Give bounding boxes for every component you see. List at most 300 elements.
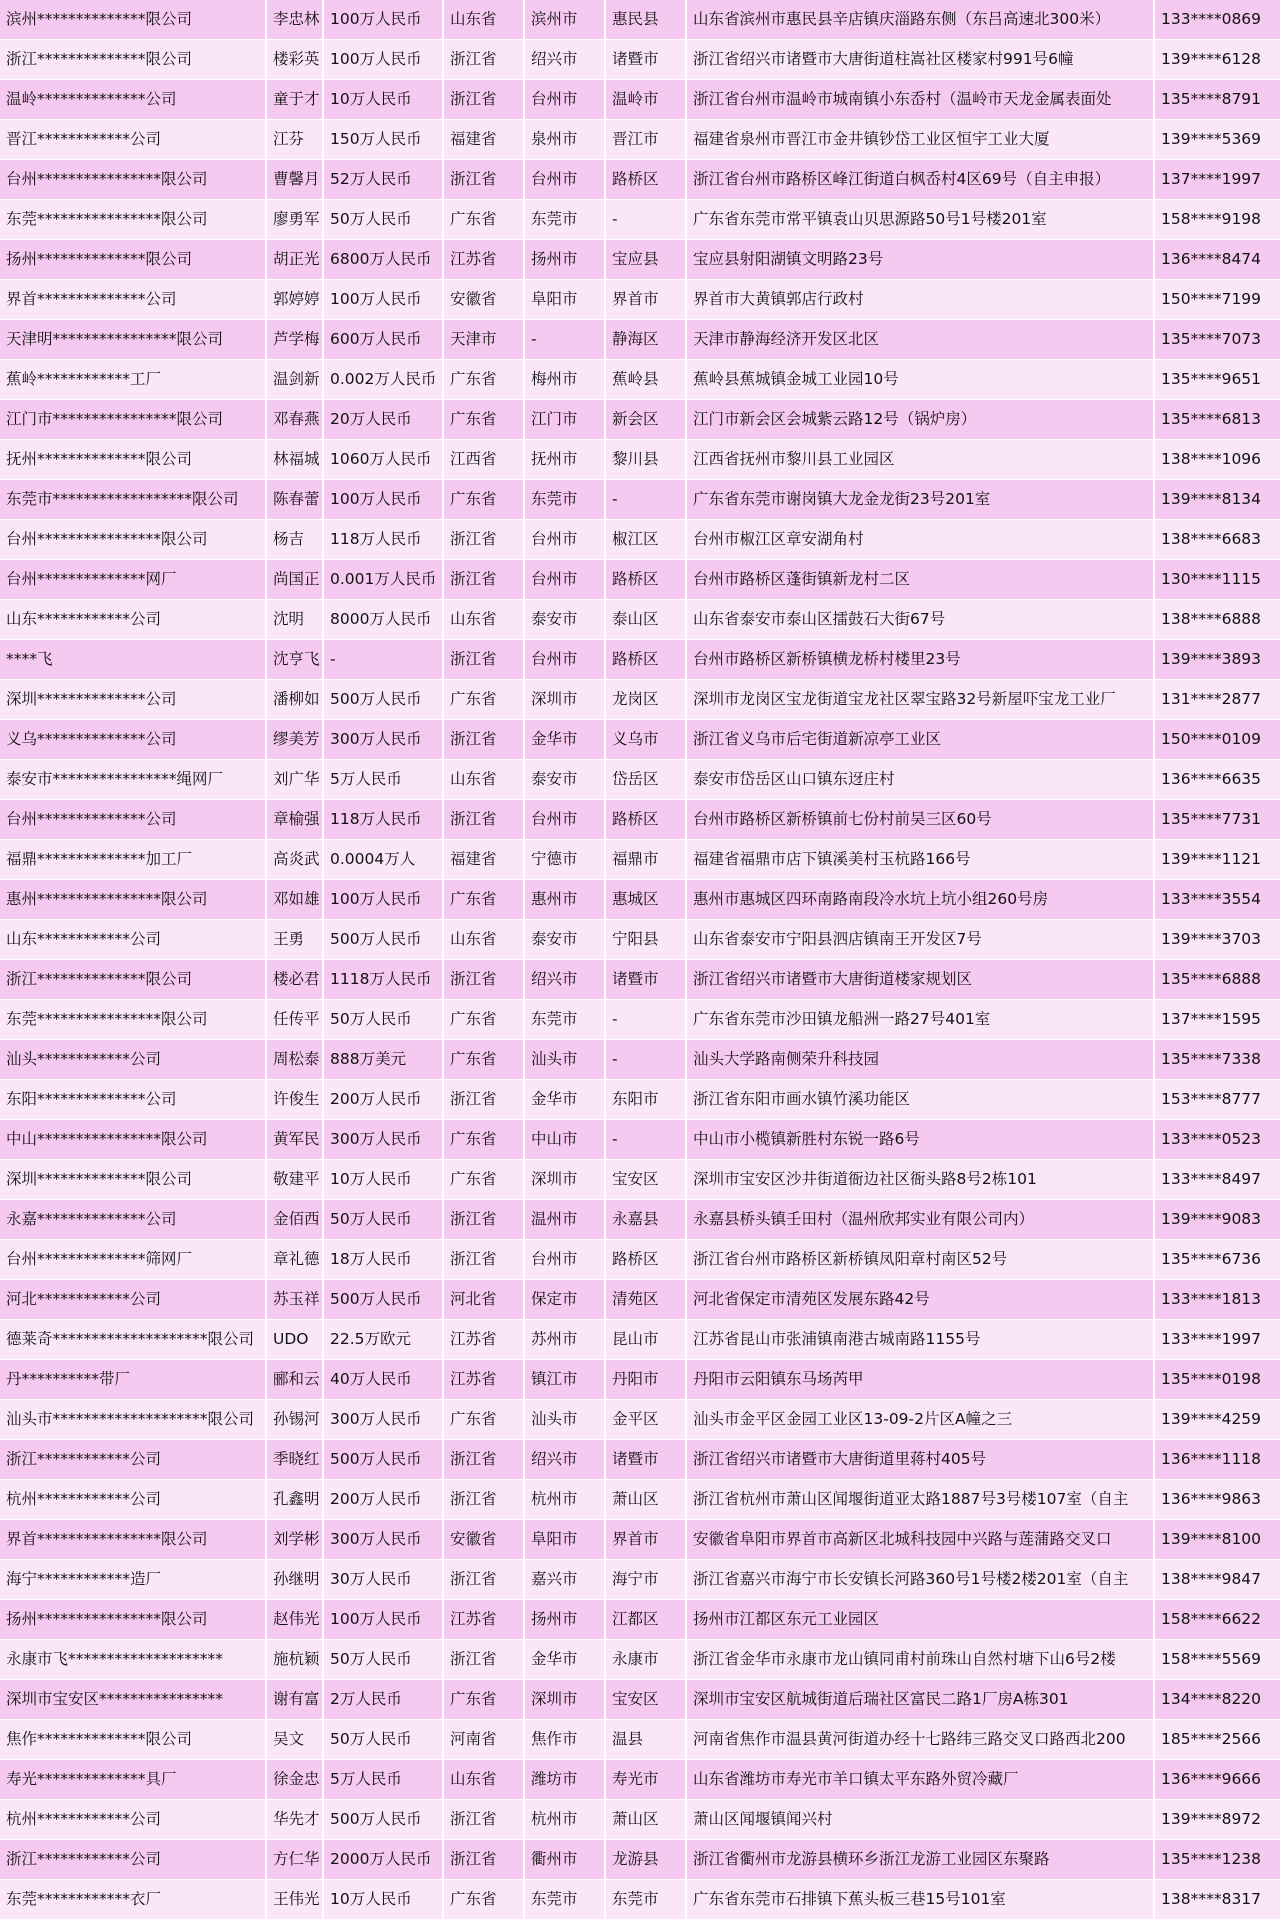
table-row: [0, 1120, 1280, 1160]
contact-name-cell: 江芬: [266, 120, 323, 160]
company-name-cell: 深圳市宝安区****************: [0, 1680, 266, 1720]
city-cell: 镇江市: [524, 1360, 605, 1400]
table-row: [0, 240, 1280, 280]
district-cell: 路桥区: [605, 800, 686, 840]
city-cell: 温州市: [524, 1200, 605, 1240]
district-cell: -: [605, 480, 686, 520]
city-cell: 深圳市: [524, 1160, 605, 1200]
city-cell: 嘉兴市: [524, 1560, 605, 1600]
registered-capital-cell: 500万人民币: [323, 680, 443, 720]
table-row: [0, 800, 1280, 840]
province-cell: 天津市: [443, 320, 524, 360]
phone-cell: 135****0198: [1154, 1360, 1280, 1400]
table-row: [0, 520, 1280, 560]
registered-capital-cell: 100万人民币: [323, 1600, 443, 1640]
province-cell: 浙江省: [443, 520, 524, 560]
district-cell: 昆山市: [605, 1320, 686, 1360]
company-name-cell: 丹**********带厂: [0, 1360, 266, 1400]
province-cell: 江苏省: [443, 1600, 524, 1640]
province-cell: 福建省: [443, 120, 524, 160]
district-cell: 义乌市: [605, 720, 686, 760]
phone-cell: 139****3703: [1154, 920, 1280, 960]
province-cell: 广东省: [443, 200, 524, 240]
district-cell: 东莞市: [605, 1880, 686, 1920]
address-cell: 蕉岭县蕉城镇金城工业园10号: [686, 360, 1154, 400]
district-cell: 温县: [605, 1720, 686, 1760]
table-row: [0, 840, 1280, 880]
registered-capital-cell: 300万人民币: [323, 1400, 443, 1440]
province-cell: 广东省: [443, 680, 524, 720]
phone-cell: 138****6683: [1154, 520, 1280, 560]
province-cell: 浙江省: [443, 560, 524, 600]
registered-capital-cell: 0.002万人民币: [323, 360, 443, 400]
contact-name-cell: 刘学彬: [266, 1520, 323, 1560]
company-name-cell: 深圳**************公司: [0, 680, 266, 720]
registered-capital-cell: 500万人民币: [323, 1800, 443, 1840]
table-row: [0, 160, 1280, 200]
company-name-cell: 福鼎**************加工厂: [0, 840, 266, 880]
city-cell: 杭州市: [524, 1480, 605, 1520]
address-cell: 河南省焦作市温县黄河街道办经十七路纬三路交叉口路西北200: [686, 1720, 1154, 1760]
phone-cell: 135****6813: [1154, 400, 1280, 440]
phone-cell: 135****1238: [1154, 1840, 1280, 1880]
address-cell: 天津市静海经济开发区北区: [686, 320, 1154, 360]
company-name-cell: 台州**************公司: [0, 800, 266, 840]
district-cell: 海宁市: [605, 1560, 686, 1600]
contact-name-cell: 芦学梅: [266, 320, 323, 360]
city-cell: 梅州市: [524, 360, 605, 400]
address-cell: 台州市路桥区新桥镇前七份村前吴三区60号: [686, 800, 1154, 840]
company-name-cell: 台州**************网厂: [0, 560, 266, 600]
contact-name-cell: 苏玉祥: [266, 1280, 323, 1320]
contact-name-cell: 廖勇军: [266, 200, 323, 240]
company-name-cell: 界首**************公司: [0, 280, 266, 320]
phone-cell: 137****1595: [1154, 1000, 1280, 1040]
table-row: [0, 400, 1280, 440]
city-cell: 金华市: [524, 720, 605, 760]
address-cell: 浙江省台州市路桥区新桥镇凤阳章村南区52号: [686, 1240, 1154, 1280]
table-row: [0, 920, 1280, 960]
registered-capital-cell: 150万人民币: [323, 120, 443, 160]
province-cell: 浙江省: [443, 1640, 524, 1680]
contact-name-cell: 温剑新: [266, 360, 323, 400]
address-cell: 泰安市岱岳区山口镇东迓庄村: [686, 760, 1154, 800]
table-row: [0, 1560, 1280, 1600]
address-cell: 界首市大黄镇郭店行政村: [686, 280, 1154, 320]
registered-capital-cell: 118万人民币: [323, 520, 443, 560]
contact-name-cell: 胡正光: [266, 240, 323, 280]
table-row: [0, 760, 1280, 800]
address-cell: 浙江省杭州市萧山区闻堰街道亚太路1887号3号楼107室（自主: [686, 1480, 1154, 1520]
table-row: [0, 1160, 1280, 1200]
phone-cell: 158****5569: [1154, 1640, 1280, 1680]
province-cell: 福建省: [443, 840, 524, 880]
phone-cell: 185****2566: [1154, 1720, 1280, 1760]
contact-name-cell: 邓春燕: [266, 400, 323, 440]
registered-capital-cell: 100万人民币: [323, 280, 443, 320]
registered-capital-cell: 52万人民币: [323, 160, 443, 200]
company-name-cell: 杭州************公司: [0, 1480, 266, 1520]
city-cell: 扬州市: [524, 240, 605, 280]
district-cell: 蕉岭县: [605, 360, 686, 400]
province-cell: 江苏省: [443, 240, 524, 280]
province-cell: 广东省: [443, 1000, 524, 1040]
table-row: [0, 1880, 1280, 1920]
address-cell: 惠州市惠城区四环南路南段冷水坑上坑小组260号房: [686, 880, 1154, 920]
table-row: [0, 1800, 1280, 1840]
contact-name-cell: 陈春蕾: [266, 480, 323, 520]
phone-cell: 133****1813: [1154, 1280, 1280, 1320]
address-cell: 广东省东莞市谢岗镇大龙金龙街23号201室: [686, 480, 1154, 520]
phone-cell: 139****9083: [1154, 1200, 1280, 1240]
registered-capital-cell: 50万人民币: [323, 1720, 443, 1760]
contact-name-cell: 童于才: [266, 80, 323, 120]
company-name-cell: 浙江************公司: [0, 1440, 266, 1480]
district-cell: 金平区: [605, 1400, 686, 1440]
district-cell: 宝安区: [605, 1160, 686, 1200]
registered-capital-cell: 50万人民币: [323, 1200, 443, 1240]
contact-name-cell: 邓如雄: [266, 880, 323, 920]
address-cell: 深圳市宝安区沙井街道衙边社区衙头路8号2栋101: [686, 1160, 1154, 1200]
province-cell: 浙江省: [443, 160, 524, 200]
district-cell: 永嘉县: [605, 1200, 686, 1240]
city-cell: 金华市: [524, 1080, 605, 1120]
province-cell: 广东省: [443, 480, 524, 520]
registered-capital-cell: 1060万人民币: [323, 440, 443, 480]
address-cell: 宝应县射阳湖镇文明路23号: [686, 240, 1154, 280]
company-name-cell: 东莞****************限公司: [0, 200, 266, 240]
contact-name-cell: 高炎武: [266, 840, 323, 880]
city-cell: 潍坊市: [524, 1760, 605, 1800]
table-row: [0, 1400, 1280, 1440]
contact-name-cell: 施杭颖: [266, 1640, 323, 1680]
district-cell: 诸暨市: [605, 960, 686, 1000]
province-cell: 浙江省: [443, 1800, 524, 1840]
table-row: [0, 480, 1280, 520]
registered-capital-cell: 200万人民币: [323, 1080, 443, 1120]
contact-name-cell: 金佰西: [266, 1200, 323, 1240]
company-name-cell: 河北************公司: [0, 1280, 266, 1320]
phone-cell: 133****8497: [1154, 1160, 1280, 1200]
province-cell: 山东省: [443, 0, 524, 40]
district-cell: -: [605, 200, 686, 240]
city-cell: 杭州市: [524, 1800, 605, 1840]
district-cell: 宁阳县: [605, 920, 686, 960]
district-cell: 黎川县: [605, 440, 686, 480]
registered-capital-cell: 50万人民币: [323, 1000, 443, 1040]
city-cell: 泰安市: [524, 920, 605, 960]
province-cell: 浙江省: [443, 800, 524, 840]
contact-name-cell: 林福城: [266, 440, 323, 480]
province-cell: 广东省: [443, 1160, 524, 1200]
contact-name-cell: 沈亨飞: [266, 640, 323, 680]
contact-name-cell: 尚国正: [266, 560, 323, 600]
registered-capital-cell: 500万人民币: [323, 1280, 443, 1320]
province-cell: 浙江省: [443, 1840, 524, 1880]
address-cell: 台州市路桥区新桥镇横龙桥村楼里23号: [686, 640, 1154, 680]
table-row: [0, 1720, 1280, 1760]
district-cell: 萧山区: [605, 1480, 686, 1520]
district-cell: 东阳市: [605, 1080, 686, 1120]
district-cell: 诸暨市: [605, 40, 686, 80]
table-row: [0, 280, 1280, 320]
phone-cell: 137****1997: [1154, 160, 1280, 200]
table-row: [0, 320, 1280, 360]
address-cell: 浙江省台州市路桥区峰江街道白枫岙村4区69号（自主申报）: [686, 160, 1154, 200]
district-cell: 温岭市: [605, 80, 686, 120]
phone-cell: 150****0109: [1154, 720, 1280, 760]
registered-capital-cell: 22.5万欧元: [323, 1320, 443, 1360]
company-name-cell: ****飞: [0, 640, 266, 680]
district-cell: 龙游县: [605, 1840, 686, 1880]
district-cell: 诸暨市: [605, 1440, 686, 1480]
phone-cell: 139****1121: [1154, 840, 1280, 880]
city-cell: 绍兴市: [524, 960, 605, 1000]
province-cell: 浙江省: [443, 1440, 524, 1480]
table-row: [0, 1760, 1280, 1800]
registered-capital-cell: 300万人民币: [323, 1120, 443, 1160]
province-cell: 江苏省: [443, 1320, 524, 1360]
city-cell: 台州市: [524, 1240, 605, 1280]
phone-cell: 139****5369: [1154, 120, 1280, 160]
registered-capital-cell: 30万人民币: [323, 1560, 443, 1600]
contact-name-cell: 楼彩英: [266, 40, 323, 80]
table-row: [0, 1600, 1280, 1640]
table-row: [0, 200, 1280, 240]
company-name-cell: 浙江**************限公司: [0, 40, 266, 80]
district-cell: 宝应县: [605, 240, 686, 280]
phone-cell: 133****1997: [1154, 1320, 1280, 1360]
province-cell: 浙江省: [443, 1080, 524, 1120]
address-cell: 福建省泉州市晋江市金井镇钞岱工业区恒宇工业大厦: [686, 120, 1154, 160]
city-cell: 滨州市: [524, 0, 605, 40]
company-name-cell: 浙江**************限公司: [0, 960, 266, 1000]
district-cell: 丹阳市: [605, 1360, 686, 1400]
city-cell: 台州市: [524, 520, 605, 560]
district-cell: 萧山区: [605, 1800, 686, 1840]
address-cell: 汕头大学路南侧荣升科技园: [686, 1040, 1154, 1080]
table-row: [0, 0, 1280, 40]
table-row: [0, 1040, 1280, 1080]
table-row: [0, 1080, 1280, 1120]
contact-name-cell: 郭婷婷: [266, 280, 323, 320]
province-cell: 浙江省: [443, 1240, 524, 1280]
phone-cell: 150****7199: [1154, 280, 1280, 320]
table-row: [0, 720, 1280, 760]
table-row: [0, 1640, 1280, 1680]
registered-capital-cell: 500万人民币: [323, 1440, 443, 1480]
registered-capital-cell: 888万美元: [323, 1040, 443, 1080]
city-cell: 东莞市: [524, 480, 605, 520]
province-cell: 江苏省: [443, 1360, 524, 1400]
province-cell: 山东省: [443, 1760, 524, 1800]
district-cell: 岱岳区: [605, 760, 686, 800]
city-cell: 金华市: [524, 1640, 605, 1680]
contact-name-cell: 许俊生: [266, 1080, 323, 1120]
city-cell: 绍兴市: [524, 1440, 605, 1480]
province-cell: 山东省: [443, 760, 524, 800]
address-cell: 浙江省东阳市画水镇竹溪功能区: [686, 1080, 1154, 1120]
table-row: [0, 1200, 1280, 1240]
province-cell: 广东省: [443, 360, 524, 400]
address-cell: 永嘉县桥头镇壬田村（温州欣邦实业有限公司内）: [686, 1200, 1154, 1240]
phone-cell: 139****4259: [1154, 1400, 1280, 1440]
city-cell: 汕头市: [524, 1040, 605, 1080]
registered-capital-cell: 118万人民币: [323, 800, 443, 840]
district-cell: 晋江市: [605, 120, 686, 160]
registered-capital-cell: -: [323, 640, 443, 680]
address-cell: 福建省福鼎市店下镇溪美村玉杭路166号: [686, 840, 1154, 880]
phone-cell: 138****6888: [1154, 600, 1280, 640]
city-cell: 台州市: [524, 160, 605, 200]
registered-capital-cell: 600万人民币: [323, 320, 443, 360]
registered-capital-cell: 2万人民币: [323, 1680, 443, 1720]
district-cell: -: [605, 1040, 686, 1080]
address-cell: 山东省滨州市惠民县辛店镇庆淄路东侧（东吕高速北300米）: [686, 0, 1154, 40]
table-row: [0, 1000, 1280, 1040]
company-name-cell: 天津明****************限公司: [0, 320, 266, 360]
city-cell: 阜阳市: [524, 1520, 605, 1560]
company-name-cell: 义乌**************公司: [0, 720, 266, 760]
address-cell: 浙江省金华市永康市龙山镇同甫村前珠山自然村塘下山6号2楼: [686, 1640, 1154, 1680]
province-cell: 安徽省: [443, 280, 524, 320]
city-cell: 绍兴市: [524, 40, 605, 80]
district-cell: 江都区: [605, 1600, 686, 1640]
phone-cell: 136****9863: [1154, 1480, 1280, 1520]
city-cell: 台州市: [524, 800, 605, 840]
district-cell: 路桥区: [605, 1240, 686, 1280]
company-name-cell: 江门市****************限公司: [0, 400, 266, 440]
contact-name-cell: 孙继明: [266, 1560, 323, 1600]
address-cell: 台州市椒江区章安湖角村: [686, 520, 1154, 560]
registered-capital-cell: 50万人民币: [323, 200, 443, 240]
company-name-cell: 台州**************筛网厂: [0, 1240, 266, 1280]
phone-cell: 158****6622: [1154, 1600, 1280, 1640]
phone-cell: 135****7073: [1154, 320, 1280, 360]
phone-cell: 139****8972: [1154, 1800, 1280, 1840]
company-name-cell: 山东************公司: [0, 920, 266, 960]
district-cell: 寿光市: [605, 1760, 686, 1800]
registered-capital-cell: 0.0004万人: [323, 840, 443, 880]
address-cell: 浙江省衢州市龙游县横环乡浙江龙游工业园区东聚路: [686, 1840, 1154, 1880]
address-cell: 浙江省台州市温岭市城南镇小东岙村（温岭市天龙金属表面处: [686, 80, 1154, 120]
province-cell: 广东省: [443, 1680, 524, 1720]
contact-name-cell: 季晓红: [266, 1440, 323, 1480]
city-cell: 泰安市: [524, 600, 605, 640]
district-cell: -: [605, 1000, 686, 1040]
address-cell: 汕头市金平区金园工业区13-09-2片区A幢之三: [686, 1400, 1154, 1440]
table-row: [0, 1240, 1280, 1280]
province-cell: 浙江省: [443, 80, 524, 120]
phone-cell: 133****0869: [1154, 0, 1280, 40]
address-cell: 台州市路桥区蓬街镇新龙村二区: [686, 560, 1154, 600]
city-cell: 深圳市: [524, 680, 605, 720]
city-cell: 焦作市: [524, 1720, 605, 1760]
city-cell: 东莞市: [524, 200, 605, 240]
district-cell: 福鼎市: [605, 840, 686, 880]
company-name-cell: 寿光**************具厂: [0, 1760, 266, 1800]
registered-capital-cell: 20万人民币: [323, 400, 443, 440]
province-cell: 山东省: [443, 920, 524, 960]
phone-cell: 139****8134: [1154, 480, 1280, 520]
city-cell: 保定市: [524, 1280, 605, 1320]
company-name-cell: 永康市飞********************: [0, 1640, 266, 1680]
address-cell: 中山市小榄镇新胜村东锐一路6号: [686, 1120, 1154, 1160]
table-row: [0, 1520, 1280, 1560]
city-cell: 泰安市: [524, 760, 605, 800]
address-cell: 山东省泰安市宁阳县泗店镇南王开发区7号: [686, 920, 1154, 960]
phone-cell: 135****7338: [1154, 1040, 1280, 1080]
address-cell: 广东省东莞市石排镇下蕉头板三巷15号101室: [686, 1880, 1154, 1920]
company-name-cell: 永嘉**************公司: [0, 1200, 266, 1240]
phone-cell: 135****6888: [1154, 960, 1280, 1000]
contact-name-cell: 华先才: [266, 1800, 323, 1840]
company-name-cell: 滨州**************限公司: [0, 0, 266, 40]
address-cell: 安徽省阜阳市界首市高新区北城科技园中兴路与莲蒲路交叉口: [686, 1520, 1154, 1560]
district-cell: 椒江区: [605, 520, 686, 560]
city-cell: 江门市: [524, 400, 605, 440]
city-cell: 中山市: [524, 1120, 605, 1160]
province-cell: 广东省: [443, 1120, 524, 1160]
address-cell: 丹阳市云阳镇东马场芮甲: [686, 1360, 1154, 1400]
district-cell: 龙岗区: [605, 680, 686, 720]
phone-cell: 131****2877: [1154, 680, 1280, 720]
contact-name-cell: 刘广华: [266, 760, 323, 800]
contact-name-cell: UDO: [266, 1320, 323, 1360]
address-cell: 江门市新会区会城紫云路12号（锅炉房）: [686, 400, 1154, 440]
phone-cell: 136****1118: [1154, 1440, 1280, 1480]
table-row: [0, 640, 1280, 680]
company-name-cell: 温岭**************公司: [0, 80, 266, 120]
district-cell: 静海区: [605, 320, 686, 360]
company-name-cell: 泰安市****************绳网厂: [0, 760, 266, 800]
table-row: [0, 1280, 1280, 1320]
province-cell: 浙江省: [443, 40, 524, 80]
company-name-cell: 深圳**************限公司: [0, 1160, 266, 1200]
city-cell: 宁德市: [524, 840, 605, 880]
city-cell: -: [524, 320, 605, 360]
contact-name-cell: 谢有富: [266, 1680, 323, 1720]
contact-name-cell: 孙锡河: [266, 1400, 323, 1440]
district-cell: 界首市: [605, 1520, 686, 1560]
table-row: [0, 1440, 1280, 1480]
province-cell: 浙江省: [443, 1200, 524, 1240]
registered-capital-cell: 10万人民币: [323, 1160, 443, 1200]
contact-name-cell: 章礼德: [266, 1240, 323, 1280]
registered-capital-cell: 5万人民币: [323, 760, 443, 800]
table-row: [0, 1680, 1280, 1720]
registered-capital-cell: 0.001万人民币: [323, 560, 443, 600]
registered-capital-cell: 8000万人民币: [323, 600, 443, 640]
province-cell: 浙江省: [443, 640, 524, 680]
company-name-cell: 浙江************公司: [0, 1840, 266, 1880]
contact-name-cell: 楼必君: [266, 960, 323, 1000]
contact-name-cell: 黄军民: [266, 1120, 323, 1160]
table-row: [0, 1320, 1280, 1360]
province-cell: 山东省: [443, 600, 524, 640]
phone-cell: 138****1096: [1154, 440, 1280, 480]
company-name-cell: 东阳**************公司: [0, 1080, 266, 1120]
phone-cell: 134****8220: [1154, 1680, 1280, 1720]
company-name-cell: 杭州************公司: [0, 1800, 266, 1840]
table-row: [0, 1480, 1280, 1520]
phone-cell: 138****9847: [1154, 1560, 1280, 1600]
address-cell: 山东省泰安市泰山区擂鼓石大街67号: [686, 600, 1154, 640]
contact-name-cell: 吴文: [266, 1720, 323, 1760]
company-name-cell: 东莞市******************限公司: [0, 480, 266, 520]
table-row: [0, 120, 1280, 160]
district-cell: 路桥区: [605, 560, 686, 600]
